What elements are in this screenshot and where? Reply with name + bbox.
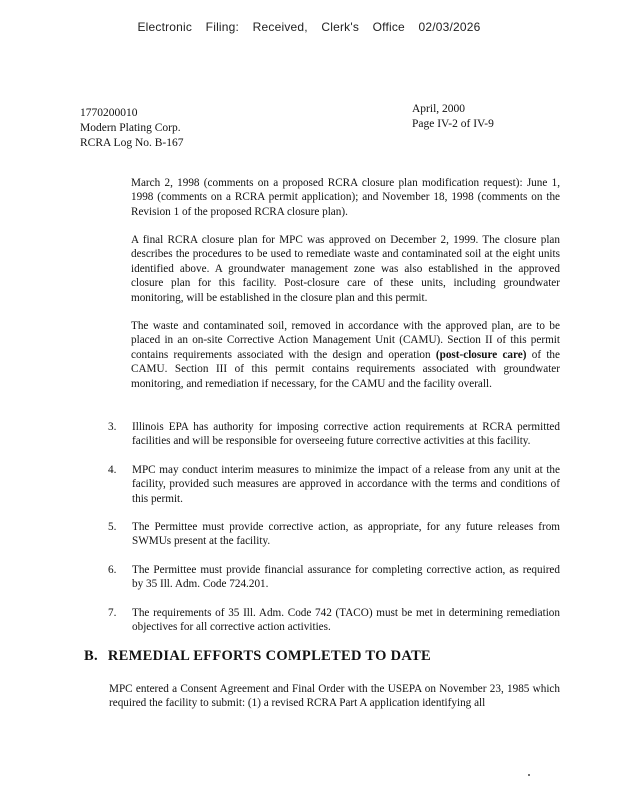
filing-word-office: Office — [372, 20, 405, 34]
section-title: REMEDIAL EFFORTS COMPLETED TO DATE — [107, 648, 432, 664]
filing-word-filing: Filing: — [205, 20, 240, 34]
rcra-log-number: RCRA Log No. B-167 — [80, 137, 184, 149]
document-header-left — [80, 106, 184, 151]
section-heading-b — [84, 648, 431, 665]
list-item-text: The requirements of 35 Ill. Adm. Code 742 (TACO) must be met in determining remediation objectives for all corrective action activities. — [132, 607, 560, 634]
section-letter: B. — [84, 648, 98, 664]
facility-id: 1770200010 — [80, 107, 138, 119]
paragraph-comment-dates: March 2, 1998 (comments on a proposed RCRA closure plan modification request): June 1, 1998 (comments on a RCRA permit application); and November 18, 1998 (comments on the Revision 1 of the proposed RCRA closure plan). — [131, 177, 560, 218]
list-item-text: The Permittee must provide corrective action, as appropriate, for any future releases from SWMUs present at the facility. — [132, 521, 560, 548]
list-item-text: MPC may conduct interim measures to minimize the impact of a release from any unit at the facility, provided such measures are approved in accordance with the terms and conditions of this permit. — [132, 464, 560, 505]
filing-word-received: Received, — [252, 20, 308, 34]
paragraph-closure-plan: A final RCRA closure plan for MPC was approved on December 2, 1999. The closure plan describes the procedures to be used to remediate waste and contaminated soil at the eight units identified above. A groundwater management zone was also established in the approved closure plan for this facility. Post-closure care of these units, including groundwater monitoring, will be established in the closure plan and this permit. — [131, 234, 560, 304]
list-item-text: Illinois EPA has authority for imposing corrective action requirements at RCRA permitted facilities and will be responsible for overseeing future corrective activities at this facility. — [132, 421, 560, 448]
document-date: April, 2000 — [412, 103, 466, 115]
list-item-number: 6. — [108, 564, 117, 576]
list-item-text: The Permittee must provide financial assurance for completing corrective action, as required by 35 Ill. Adm. Code 724.201. — [132, 564, 560, 591]
filing-word-electronic: Electronic — [137, 20, 193, 34]
paragraph-camu-text-1: The waste and contaminated soil, removed in accordance with the approved plan, are to be placed in an on-site Corrective Action Management Unit (CAMU). Section II of this permit contains requirements associated with the design and operation — [131, 320, 560, 361]
list-item-number: 3. — [108, 421, 117, 433]
filing-date: 02/03/2026 — [418, 20, 481, 34]
facility-name: Modern Plating Corp. — [80, 122, 181, 134]
paragraph-consent-agreement: MPC entered a Consent Agreement and Final Order with the USEPA on November 23, 1985 which required the facility to submit: (1) a revised RCRA Part A application identifying all — [109, 683, 560, 710]
page-number: Page IV-2 of IV-9 — [412, 118, 494, 130]
list-item-number: 4. — [108, 464, 117, 476]
list-item-number: 5. — [108, 521, 117, 533]
filing-word-clerks: Clerk's — [321, 20, 360, 34]
list-item-number: 7. — [108, 607, 117, 619]
scan-speck — [528, 774, 530, 776]
paragraph-camu-text-2: of the CAMU. Section III of this permit contains requirements associated with groundwater monitoring, and remediation if necessary, for the CAMU and the facility overall. — [131, 348, 560, 390]
paragraph-camu-bold: (post-closure care) — [435, 348, 527, 361]
document-header-right — [412, 102, 494, 132]
electronic-filing-stamp — [0, 20, 618, 34]
paragraph-camu — [131, 319, 560, 391]
